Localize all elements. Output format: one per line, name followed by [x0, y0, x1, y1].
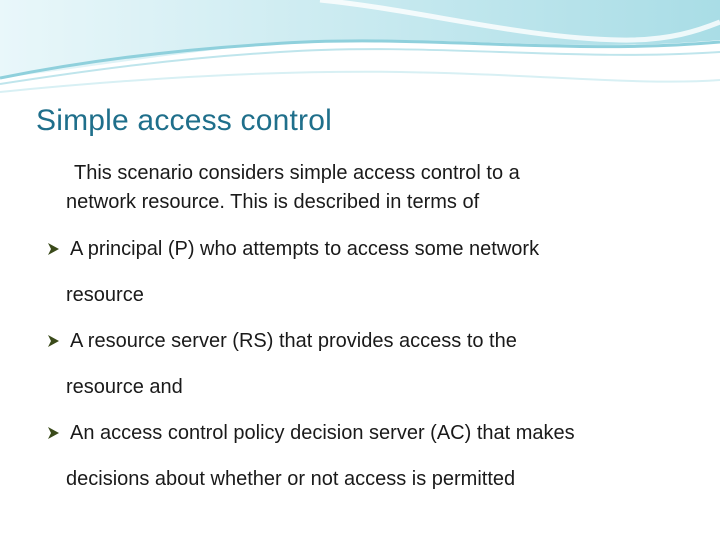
bullet-text: A resource server (RS) that provides access to the: [70, 330, 517, 352]
intro-line-1: This scenario considers simple access control to a: [74, 162, 520, 184]
arrow-bullet-icon: [47, 334, 60, 348]
bullet-item-resource-server: [47, 326, 687, 402]
arrow-bullet-icon: [47, 242, 60, 256]
intro-paragraph: [66, 159, 666, 217]
bullet-item-access-control-server: [47, 418, 687, 494]
bullet-continuation: decisions about whether or not access is permitted: [66, 468, 516, 490]
slide-title: Simple access control: [36, 104, 332, 137]
decorative-banner: [0, 0, 720, 110]
intro-line-2: network resource. This is described in terms of: [66, 191, 480, 213]
bullet-item-principal: [47, 234, 687, 310]
arrow-bullet-icon: [47, 426, 60, 440]
bullet-text: An access control policy decision server (AC) that makes: [70, 422, 575, 444]
bullet-continuation: resource: [66, 284, 144, 306]
bullet-continuation: resource and: [66, 376, 183, 398]
bullet-text: A principal (P) who attempts to access some network: [70, 238, 540, 260]
